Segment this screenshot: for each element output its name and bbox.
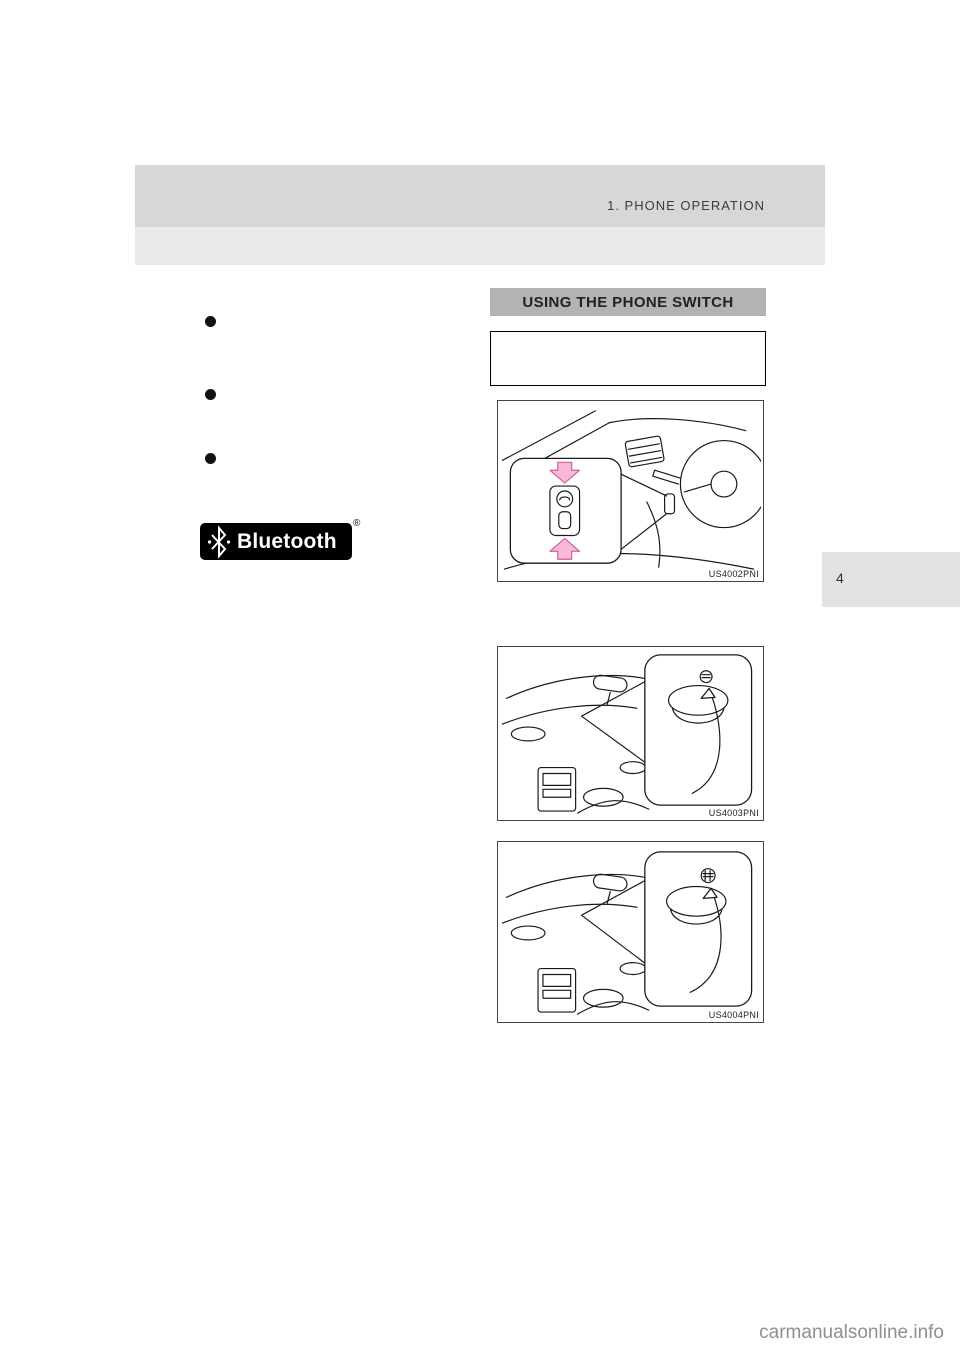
section-title: USING THE PHONE SWITCH bbox=[522, 293, 734, 311]
header-subband bbox=[135, 227, 825, 265]
bluetooth-logo bbox=[200, 523, 352, 560]
figure-microphone-location-b bbox=[497, 841, 764, 1023]
figure-code: US4003PNI bbox=[708, 808, 759, 818]
page-number-tab bbox=[822, 552, 960, 607]
note-box bbox=[490, 331, 766, 386]
header-band bbox=[135, 165, 825, 227]
figure-microphone-location-a bbox=[497, 646, 764, 821]
figure-code: US4002PNI bbox=[708, 569, 759, 579]
figure-code: US4004PNI bbox=[708, 1010, 759, 1020]
chapter-header: 1. PHONE OPERATION bbox=[607, 198, 765, 213]
dashboard-illustration bbox=[498, 401, 761, 579]
registered-trademark-mark: ® bbox=[353, 518, 361, 529]
bullet-item bbox=[205, 316, 216, 327]
bluetooth-rune-icon bbox=[204, 525, 234, 559]
bullet-item bbox=[205, 453, 216, 464]
bullet-item bbox=[205, 389, 216, 400]
page-number: 4 bbox=[836, 570, 844, 586]
figure-phone-switch bbox=[497, 400, 764, 582]
bluetooth-wordmark: Bluetooth bbox=[237, 529, 337, 553]
ceiling-illustration-variant bbox=[498, 842, 761, 1020]
section-title-bar bbox=[490, 288, 766, 316]
ceiling-illustration bbox=[498, 647, 761, 818]
watermark: carmanualsonline.info bbox=[759, 1322, 944, 1343]
